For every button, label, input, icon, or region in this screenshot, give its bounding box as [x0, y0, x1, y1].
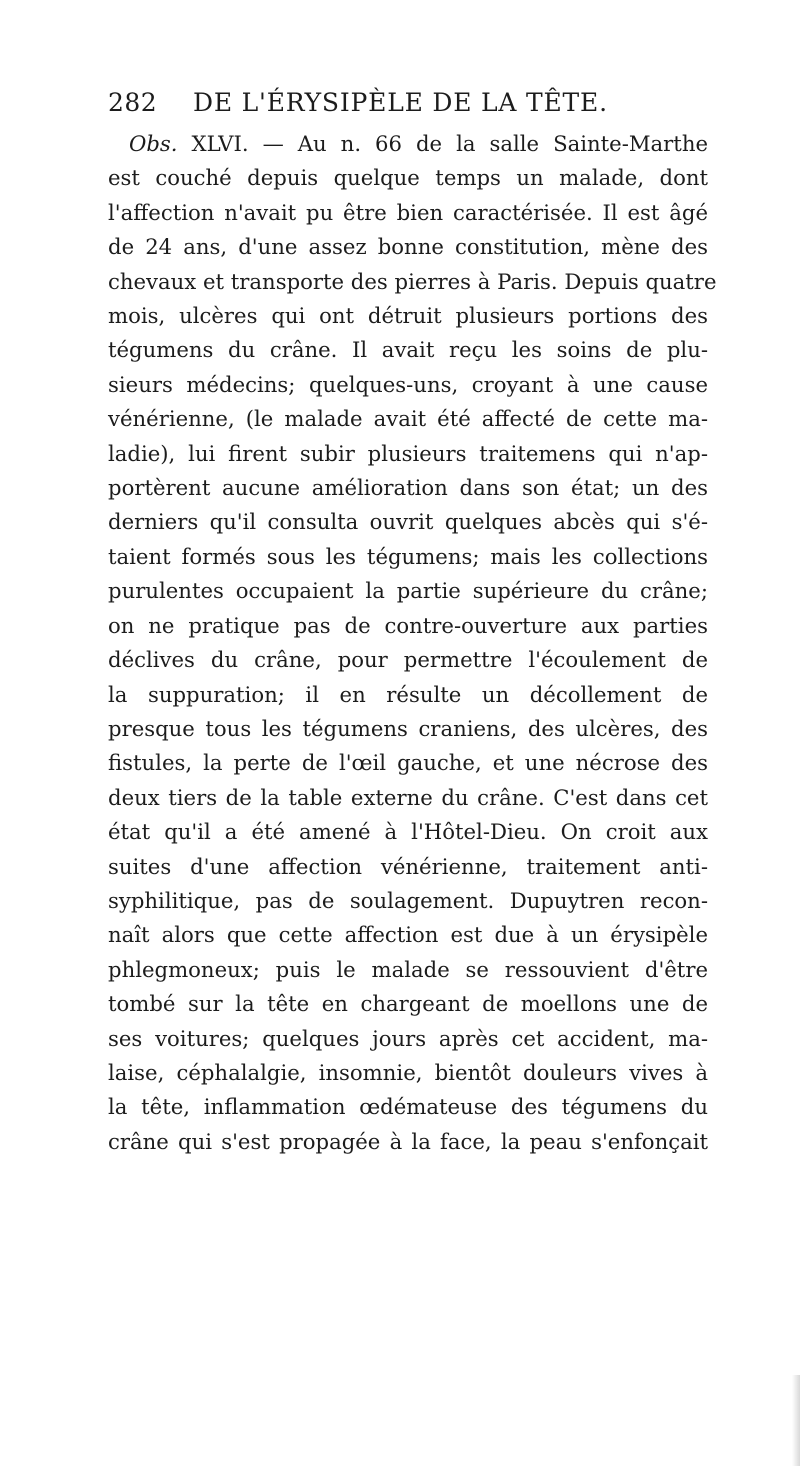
text-line: ses voitures; quelques jours après cet accident, ma-	[108, 1025, 708, 1051]
text-line: naît alors que cette affection est due à un érysipèle	[108, 922, 708, 948]
text-line: suites d'une affection vénérienne, traitement anti-	[108, 853, 708, 879]
text-line: ladie), lui firent subir plusieurs traitemens qui n'ap-	[108, 440, 708, 466]
text-line: la tête, inflammation œdémateuse des tégumens du	[108, 1094, 708, 1120]
text-line: phlegmoneux; puis le malade se ressouvient d'être	[108, 956, 708, 982]
text-line: syphilitique, pas de soulagement. Dupuytren recon-	[108, 887, 708, 913]
text-line: fistules, la perte de l'œil gauche, et une nécrose des	[108, 750, 708, 776]
text-line: laise, céphalalgie, insomnie, bientôt douleurs vives à	[108, 1059, 708, 1085]
text-line: état qu'il a été amené à l'Hôtel-Dieu. On croit aux	[108, 819, 708, 845]
observation-heading-text: XLVI. — Au n. 66 de la salle Sainte-Marthe	[177, 131, 708, 156]
text-line: tégumens du crâne. Il avait reçu les soins de plu-	[108, 337, 708, 363]
text-line: déclives du crâne, pour permettre l'écoulement de	[108, 647, 708, 673]
page-edge-shadow	[792, 1375, 800, 1466]
text-line: presque tous les tégumens craniens, des ulcères, des	[108, 715, 708, 741]
text-line: deux tiers de la table externe du crâne. C'est dans cet	[108, 784, 708, 810]
text-line: la suppuration; il en résulte un décollement de	[108, 681, 708, 707]
text-line: est couché depuis quelque temps un malade, dont	[108, 165, 708, 191]
text-line: purulentes occupaient la partie supérieure du crâne;	[108, 578, 708, 604]
text-line: taient formés sous les tégumens; mais les collections	[108, 543, 708, 569]
running-title: DE L'ÉRYSIPÈLE DE LA TÊTE.	[193, 88, 608, 117]
body-paragraph	[108, 127, 717, 1159]
text-line: de 24 ans, d'une assez bonne constitution, mène des	[108, 234, 708, 260]
page-number: 282	[108, 88, 158, 117]
text-line: sieurs médecins; quelques-uns, croyant à une cause	[108, 371, 708, 397]
text-line-first	[108, 127, 708, 161]
text-line: derniers qu'il consulta ouvrit quelques abcès qui s'é-	[108, 509, 708, 535]
page-header	[108, 88, 648, 128]
text-line: vénérienne, (le malade avait été affecté de cette ma-	[108, 406, 708, 432]
text-line: chevaux et transporte des pierres à Paris. Depuis quatre	[108, 268, 717, 294]
text-line: portèrent aucune amélioration dans son état; un des	[108, 475, 708, 501]
text-line: mois, ulcères qui ont détruit plusieurs portions des	[108, 303, 708, 329]
observation-label: Obs.	[129, 131, 178, 156]
text-line: crâne qui s'est propagée à la face, la peau s'enfonçait	[108, 1128, 708, 1154]
text-line: on ne pratique pas de contre-ouverture aux parties	[108, 612, 708, 638]
text-line: l'affection n'avait pu être bien caractérisée. Il est âgé	[108, 199, 708, 225]
text-line: tombé sur la tête en chargeant de moellons une de	[108, 991, 708, 1017]
